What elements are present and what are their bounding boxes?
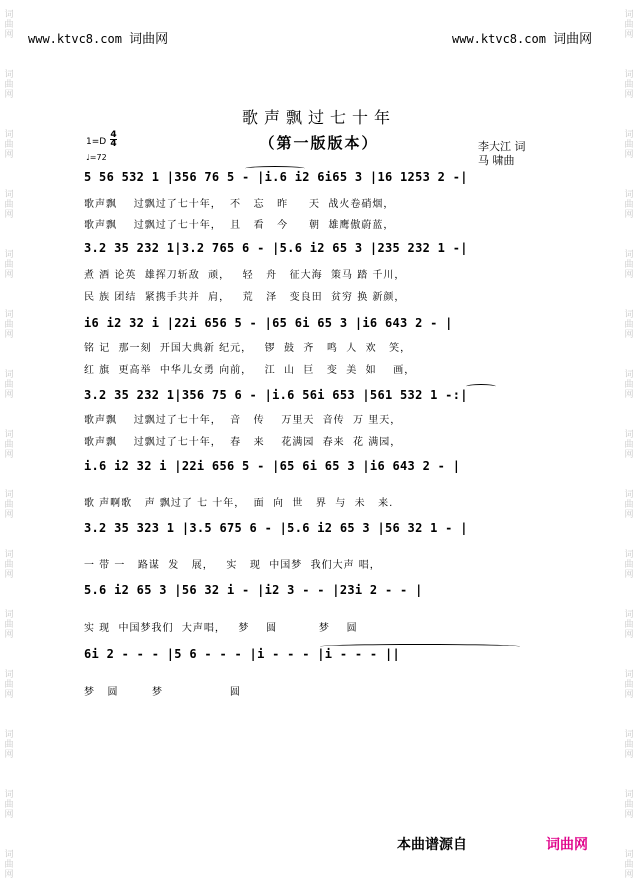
watermark-text: 词 曲 网 bbox=[4, 310, 14, 340]
notation-row-5: i.6 i2 32 i |22i 656 5 - |65 6i 65 3 |i6 643 2 - | bbox=[84, 459, 461, 473]
watermark-text: 词 曲 网 bbox=[4, 730, 14, 760]
watermark-text: 词 曲 网 bbox=[624, 250, 634, 280]
watermark-text: 词 曲 网 bbox=[4, 550, 14, 580]
time-signature-bottom: 4 bbox=[110, 139, 117, 149]
lyric-line-4a: 歌声飘 过飘过了七十年， 音 传 万里天 音传 万 里天， bbox=[84, 415, 402, 426]
header-left bbox=[28, 28, 168, 47]
notation-row-6: 3.2 35 323 1 |3.5 675 6 - |5.6 i2 65 3 |56 32 1 - | bbox=[84, 521, 468, 535]
watermark-text: 词 曲 网 bbox=[624, 70, 634, 100]
watermark-text: 词 曲 网 bbox=[624, 370, 634, 400]
watermark-text: 词 曲 网 bbox=[624, 130, 634, 160]
watermark-text: 词 曲 网 bbox=[4, 250, 14, 280]
lyric-line-1b: 歌声飘 过飘过了七十年， 且 看 今 朝 雄鹰傲蔚蓝， bbox=[84, 220, 395, 231]
watermark-text: 词 曲 网 bbox=[4, 790, 14, 820]
time-signature bbox=[110, 131, 117, 148]
watermark-text: 词 曲 网 bbox=[4, 850, 14, 880]
watermark-text: 词 曲 网 bbox=[624, 730, 634, 760]
watermark-text: 词 曲 网 bbox=[4, 370, 14, 400]
watermark-text: 词 曲 网 bbox=[624, 430, 634, 460]
watermark-text: 词 曲 网 bbox=[624, 10, 634, 40]
lyric-line-6: 一 带 一 路谋 发 展， 实 现 中国梦 我们大声 唱， bbox=[84, 560, 381, 571]
watermark-text: 词 曲 网 bbox=[624, 550, 634, 580]
watermark-text: 词 曲 网 bbox=[624, 790, 634, 820]
header-left-brand[interactable]: 词曲网 bbox=[129, 32, 169, 47]
time-signature-top: 4 bbox=[110, 130, 117, 140]
composer-credit: 马 啸曲 bbox=[478, 154, 515, 167]
lyric-line-2b: 民 族 团结 紧携手共并 肩， 荒 泽 变良田 贫穷 换 新颜， bbox=[84, 292, 406, 303]
watermark-text: 词 曲 网 bbox=[4, 190, 14, 220]
lyric-line-3b: 红 旗 更高举 中华儿女勇 向前， 江 山 巨 变 美 如 画， bbox=[84, 365, 416, 376]
notation-row-7: 5.6 i2 65 3 |56 32 i - |i2 3 - - |23i 2 - - | bbox=[84, 583, 423, 597]
watermark-text: 词 曲 网 bbox=[4, 10, 14, 40]
lyric-line-4b: 歌声飘 过飘过了七十年， 春 来 花满园 春来 花 满园， bbox=[84, 437, 402, 448]
watermark-text: 词 曲 网 bbox=[624, 190, 634, 220]
slur-mark bbox=[466, 384, 496, 389]
notation-row-4: 3.2 35 232 1|356 75 6 - |i.6 56i 653 |561 532 1 -:| bbox=[84, 388, 468, 402]
watermark-text: 词 曲 网 bbox=[4, 70, 14, 100]
notation-row-3: i6 i2 32 i |22i 656 5 - |65 6i 65 3 |i6 643 2 - | bbox=[84, 316, 453, 330]
song-title: 歌声飘过七十年 bbox=[241, 108, 396, 127]
notation-row-8: 6i 2 - - - |5 6 - - - |i - - - |i - - - || bbox=[84, 647, 401, 661]
lyric-line-3a: 铭 记 那一刻 开国大典新 纪元， 锣 鼓 齐 鸣 人 欢 笑， bbox=[84, 343, 412, 354]
lyric-line-7: 实 现 中国梦我们 大声唱， 梦 圆 梦 圆 bbox=[84, 623, 358, 634]
footer-source-text: 本曲谱源自 bbox=[397, 837, 467, 853]
slur-mark bbox=[245, 166, 305, 171]
watermark-text: 词 曲 网 bbox=[4, 130, 14, 160]
key-signature: 1=D bbox=[86, 137, 107, 147]
lyric-line-8: 梦 圆 梦 圆 bbox=[84, 687, 241, 698]
footer-brand-link[interactable]: 词曲网 bbox=[546, 837, 588, 853]
watermark-text: 词 曲 网 bbox=[624, 490, 634, 520]
notation-row-2: 3.2 35 232 1|3.2 765 6 - |5.6 i2 65 3 |235 232 1 -| bbox=[84, 241, 468, 255]
watermark-text: 词 曲 网 bbox=[4, 430, 14, 460]
lyric-line-5: 歌 声啊歌 声 飘过了 七 十年， 面 向 世 界 与 未 来. bbox=[84, 498, 394, 509]
header-right bbox=[452, 28, 592, 47]
watermark-text: 词 曲 网 bbox=[624, 670, 634, 700]
watermark-text: 词 曲 网 bbox=[4, 610, 14, 640]
header-right-url[interactable]: www.ktvc8.com bbox=[452, 32, 546, 46]
watermark-text: 词 曲 网 bbox=[624, 610, 634, 640]
header-right-brand[interactable]: 词曲网 bbox=[553, 32, 593, 47]
watermark-text: 词 曲 网 bbox=[624, 310, 634, 340]
lyricist-credit: 李大江 词 bbox=[478, 140, 526, 153]
tie-mark bbox=[320, 644, 520, 649]
header-left-url[interactable]: www.ktvc8.com bbox=[28, 32, 122, 46]
notation-row-1: 5 56 532 1 |356 76 5 - |i.6 i2 6i65 3 |16 1253 2 -| bbox=[84, 170, 468, 184]
lyric-line-2a: 煮 酒 论英 雄挥刀斩敌 顽， 轻 舟 征大海 策马 踏 千川， bbox=[84, 270, 406, 281]
watermark-text: 词 曲 网 bbox=[4, 490, 14, 520]
version-subtitle: （第一版版本） bbox=[259, 134, 379, 152]
tempo-marking: ♩=72 bbox=[86, 153, 107, 162]
watermark-text: 词 曲 网 bbox=[624, 850, 634, 880]
lyric-line-1a: 歌声飘 过飘过了七十年， 不 忘 昨 天 战火卷硝烟， bbox=[84, 199, 395, 210]
watermark-text: 词 曲 网 bbox=[4, 670, 14, 700]
